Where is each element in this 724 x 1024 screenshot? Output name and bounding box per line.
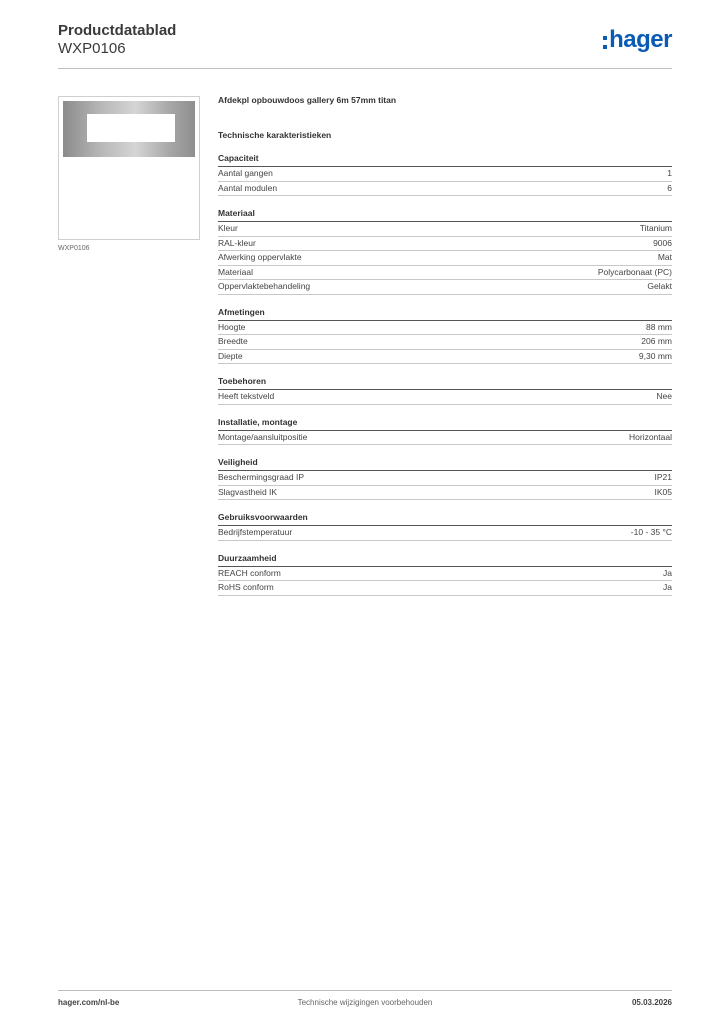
spec-value: 206 mm — [641, 336, 672, 346]
spec-sections — [218, 153, 672, 596]
spec-value: IK05 — [654, 486, 672, 497]
spec-section — [218, 553, 672, 596]
spec-section — [218, 457, 672, 500]
cover-plate-opening — [87, 114, 175, 142]
image-caption: WXP0106 — [58, 245, 90, 252]
spec-row — [218, 350, 672, 365]
spec-label: REACH conform — [218, 567, 281, 578]
spec-value: Ja — [663, 582, 672, 592]
spec-value: Nee — [656, 391, 672, 401]
spec-section — [218, 307, 672, 365]
logo-dots-icon — [603, 36, 607, 49]
hager-logo — [603, 28, 672, 52]
spec-label: Heeft tekstveld — [218, 391, 275, 401]
product-code: WXP0106 — [58, 40, 126, 57]
footer-notice: Technische wijzigingen voorbehouden — [297, 998, 433, 1007]
spec-label: Diepte — [218, 350, 243, 361]
section-heading: Installatie, montage — [218, 417, 672, 431]
spec-section — [218, 153, 672, 196]
section-heading: Gebruiksvoorwaarden — [218, 512, 672, 526]
spec-label: Kleur — [218, 223, 238, 233]
spec-row — [218, 321, 672, 336]
product-image — [58, 96, 200, 240]
spec-label: Slagvastheid IK — [218, 486, 278, 497]
spec-label: Materiaal — [218, 266, 253, 277]
spec-value: IP21 — [654, 472, 672, 482]
product-title: Afdekpl opbouwdoos gallery 6m 57mm titan — [218, 95, 397, 105]
document-title: Productdatablad — [58, 22, 177, 39]
section-heading: Duurzaamheid — [218, 553, 672, 567]
spec-row — [218, 222, 672, 237]
spec-value: -10 - 35 °C — [630, 527, 672, 537]
spec-label: Afwerking oppervlakte — [218, 252, 302, 262]
spec-section — [218, 208, 672, 295]
spec-value: 9,30 mm — [638, 350, 672, 361]
spec-row — [218, 581, 672, 596]
spec-label: RAL-kleur — [218, 237, 256, 248]
spec-row — [218, 471, 672, 486]
page-header — [58, 22, 672, 68]
cover-plate-illustration — [63, 101, 195, 157]
spec-value: 88 mm — [646, 321, 672, 332]
spec-row — [218, 335, 672, 350]
footer-divider — [58, 990, 672, 991]
spec-value: Horizontaal — [629, 431, 672, 442]
spec-row — [218, 526, 672, 541]
spec-label: Montage/aansluitpositie — [218, 431, 308, 442]
spec-row — [218, 237, 672, 252]
spec-content — [218, 94, 672, 596]
spec-label: Aantal modulen — [218, 182, 278, 193]
spec-label: Beschermingsgraad IP — [218, 472, 304, 482]
spec-section — [218, 417, 672, 446]
section-heading: Materiaal — [218, 208, 672, 222]
spec-value: Polycarbonaat (PC) — [597, 266, 672, 277]
tech-characteristics-title: Technische karakteristieken — [218, 130, 332, 140]
spec-row — [218, 567, 672, 582]
spec-value: 1 — [667, 168, 672, 178]
spec-row — [218, 266, 672, 281]
spec-row — [218, 390, 672, 405]
spec-row — [218, 251, 672, 266]
spec-row — [218, 486, 672, 501]
spec-section — [218, 376, 672, 405]
section-heading: Afmetingen — [218, 307, 672, 321]
spec-value: Ja — [663, 567, 672, 578]
spec-label: Bedrijfstemperatuur — [218, 527, 293, 537]
spec-label: Breedte — [218, 336, 248, 346]
spec-value: Mat — [657, 252, 672, 262]
footer-date: 05.03.2026 — [631, 998, 672, 1007]
spec-value: 6 — [667, 182, 672, 193]
spec-label: Oppervlaktebehandeling — [218, 281, 311, 291]
spec-value: 9006 — [653, 237, 672, 248]
section-heading: Veiligheid — [218, 457, 672, 471]
spec-row — [218, 167, 672, 182]
spec-label: RoHS conform — [218, 582, 274, 592]
spec-label: Hoogte — [218, 321, 246, 332]
spec-row — [218, 280, 672, 295]
spec-value: Gelakt — [647, 281, 672, 291]
spec-label: Aantal gangen — [218, 168, 273, 178]
spec-value: Titanium — [639, 223, 672, 233]
spec-row — [218, 431, 672, 446]
spec-row — [218, 182, 672, 197]
section-heading: Toebehoren — [218, 376, 672, 390]
logo-text: hager — [609, 26, 672, 53]
spec-section — [218, 512, 672, 541]
header-divider — [58, 68, 672, 69]
footer-website: hager.com/nl-be — [58, 998, 120, 1007]
page-footer — [58, 998, 672, 1010]
section-heading: Capaciteit — [218, 153, 672, 167]
